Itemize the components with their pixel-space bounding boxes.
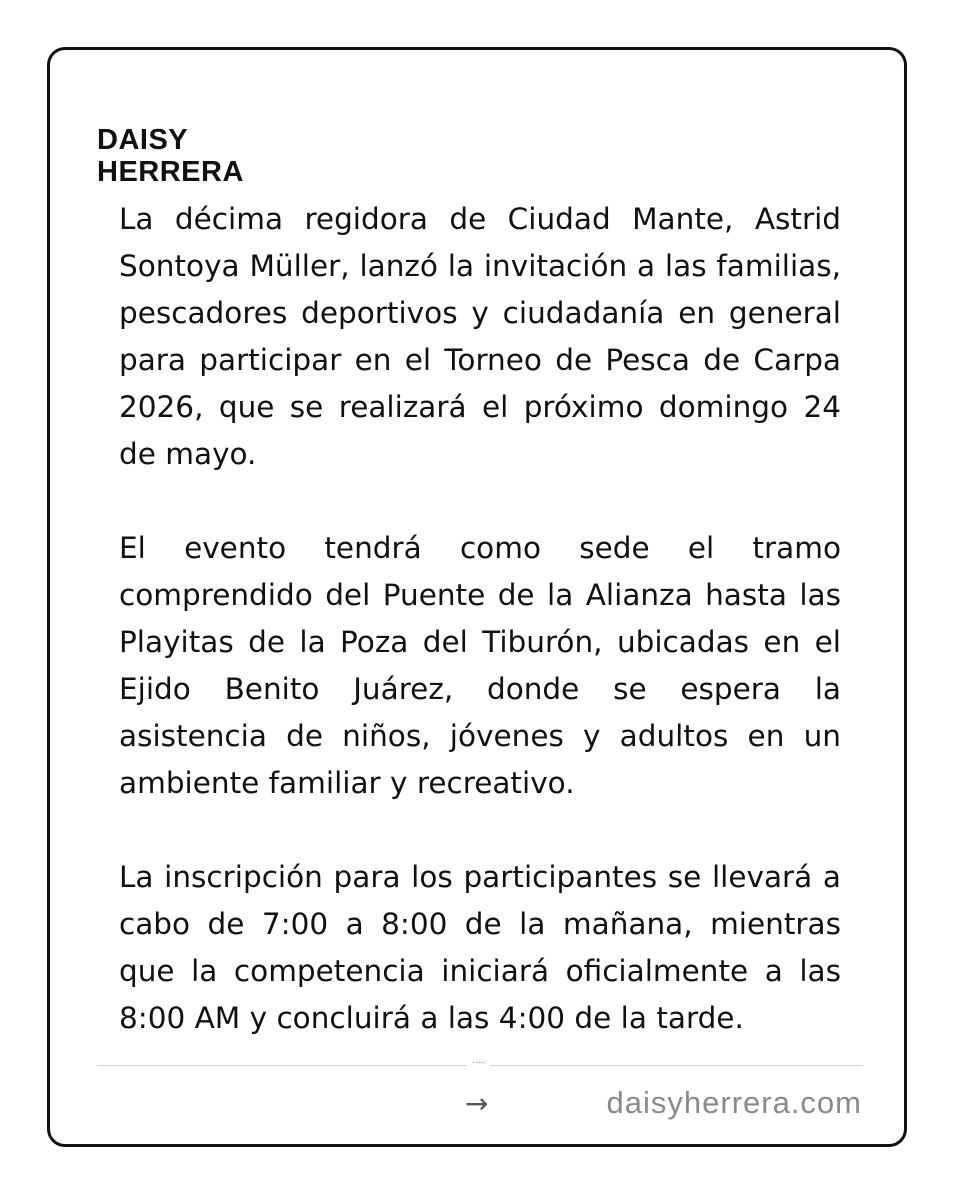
brand-logo [97, 124, 244, 188]
brand-first-name: DAISY [97, 124, 189, 156]
paragraph-1: La décima regidora de Ciudad Mante, Astrid Sontoya Müller, lanzó la invitación a las familias, pescadores deportivos y ciudadanía en general para participar en el Torneo de Pesca de Carpa 2026, que se realizará el próximo domingo 24 de mayo. [119, 202, 841, 471]
footer-mark: • •••• [472, 1060, 486, 1065]
paragraph-2: El evento tendrá como sede el tramo comprendido del Puente de la Alianza hasta las Playitas de la Poza del Tiburón, ubicadas en el Ejido Benito Juárez, donde se espera la asistencia de niños, jóvenes y adultos en un ambiente familiar y recreativo. [119, 531, 841, 800]
article-body [119, 196, 841, 1092]
website-link[interactable]: daisyherrera.com [606, 1085, 862, 1120]
footer-divider-left [97, 1065, 467, 1066]
paragraph-3: La inscripción para los participantes se llevará a cabo de 7:00 a 8:00 de la mañana, mientras que la competencia iniciará oficialmente a las 8:00 AM y concluirá a las 4:00 de la tarde. [119, 860, 841, 1035]
arrow-right-icon[interactable]: → [465, 1087, 489, 1120]
footer-divider-right [490, 1065, 863, 1066]
brand-last-name: HERRERA [97, 156, 244, 188]
